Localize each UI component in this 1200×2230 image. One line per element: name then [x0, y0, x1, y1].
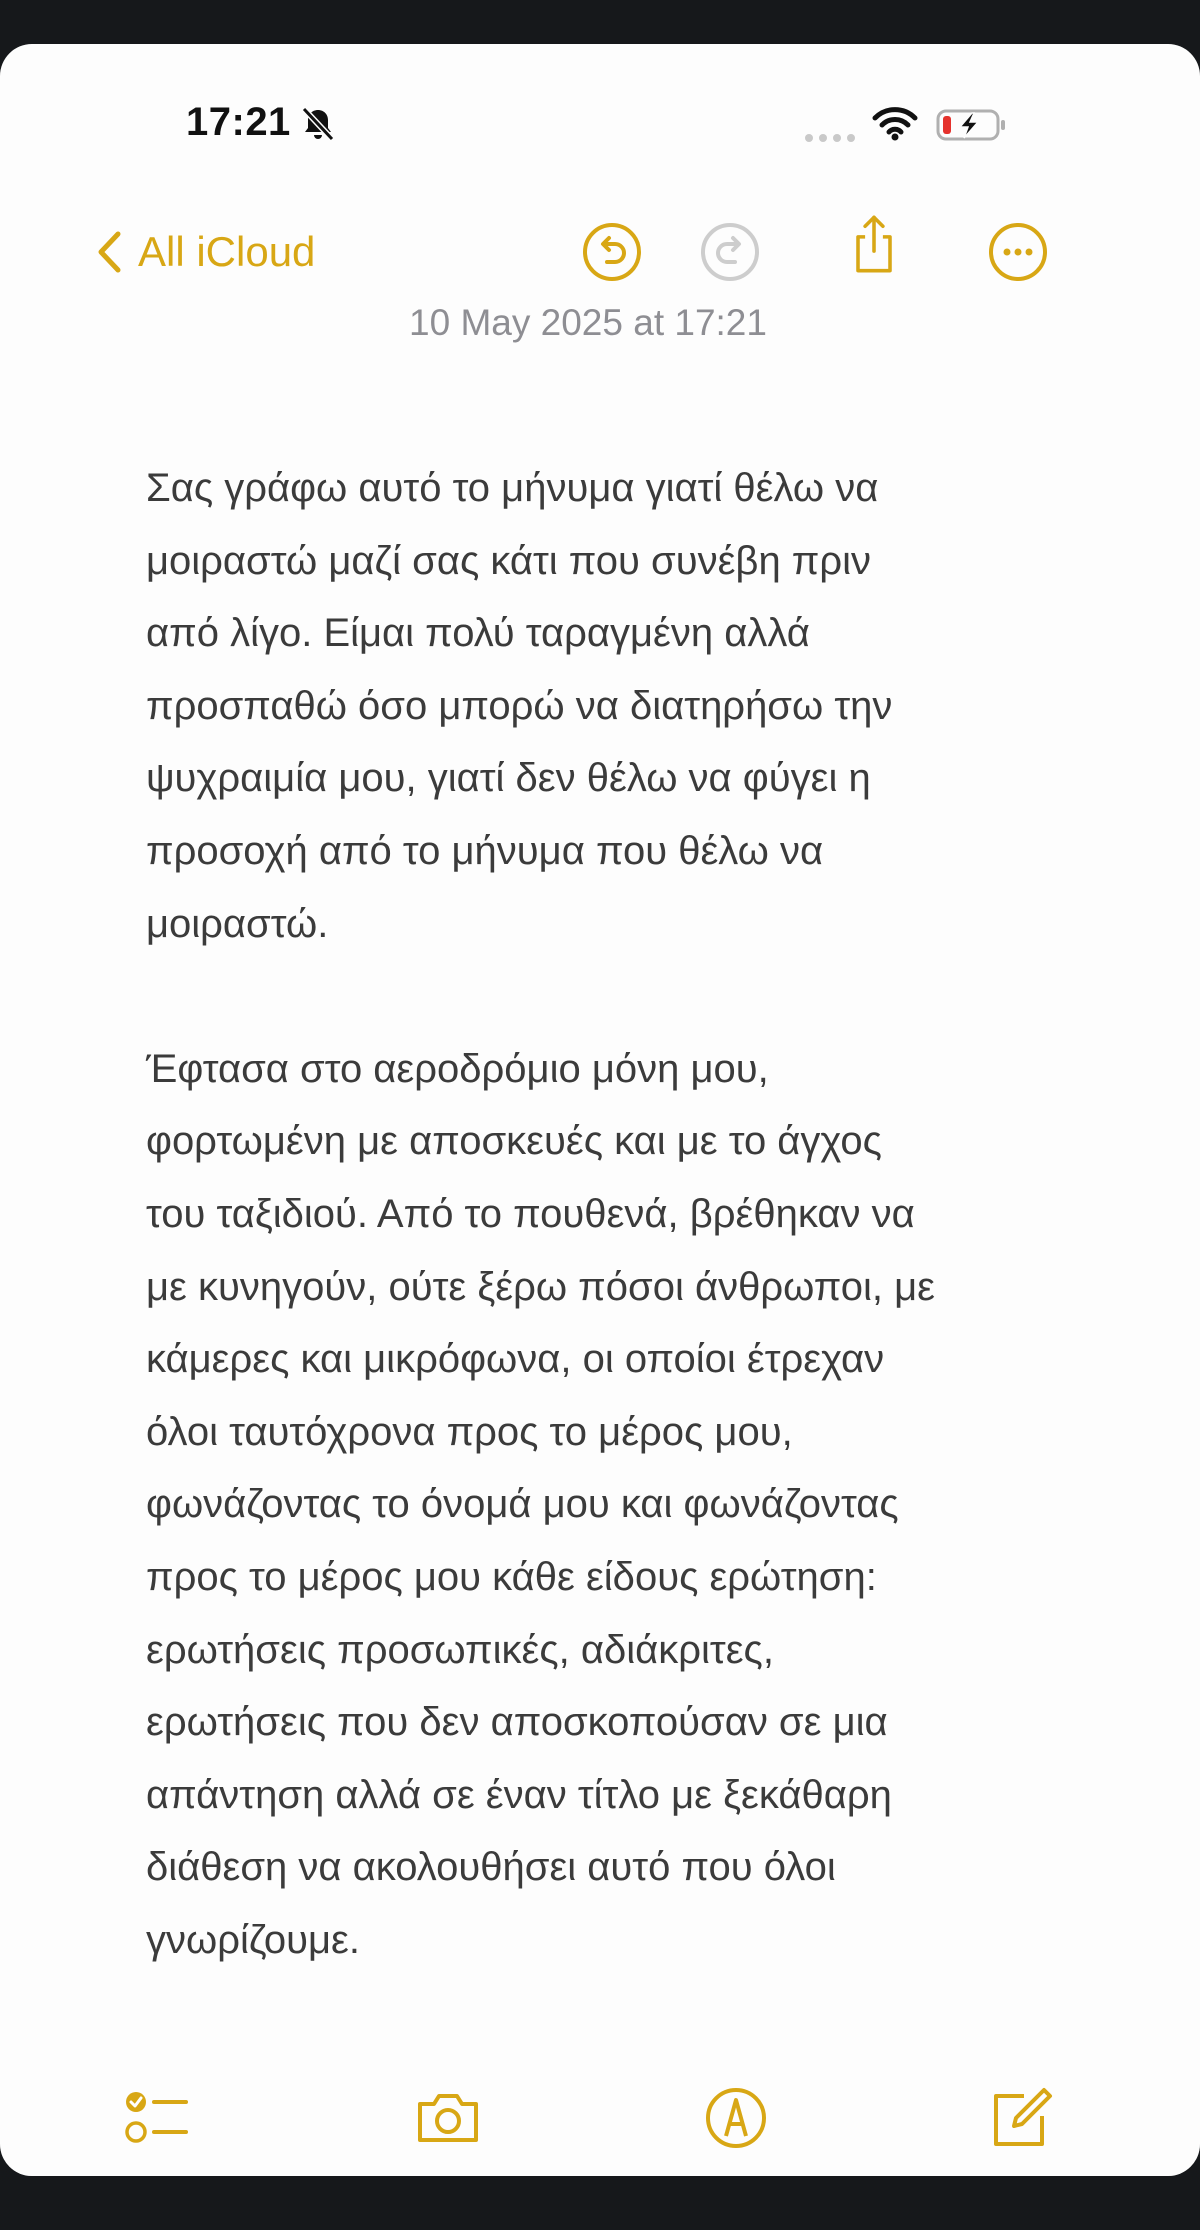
- note-body[interactable]: [146, 452, 1046, 1976]
- note-line: του ταξιδιού. Από το πουθενά, βρέθηκαν να: [146, 1191, 915, 1236]
- battery-charging-icon: [936, 108, 1008, 142]
- note-line: ερωτήσεις προσωπικές, αδιάκριτες,: [146, 1627, 774, 1672]
- markup-icon[interactable]: [700, 2082, 772, 2154]
- note-line: φωνάζοντας το όνομά μου και φωνάζοντας: [146, 1482, 899, 1527]
- cellular-signal-icon: [804, 132, 856, 144]
- note-line: μοιραστώ.: [146, 901, 329, 946]
- back-button-label: All iCloud: [138, 228, 316, 275]
- note-line: προς το μέρος μου κάθε είδους ερώτηση:: [146, 1554, 877, 1599]
- chevron-left-icon: [96, 230, 122, 274]
- camera-icon[interactable]: [412, 2082, 484, 2154]
- note-line: κάμερες και μικρόφωνα, οι οποίοι έτρεχαν: [146, 1337, 885, 1382]
- bell-slash-icon: [300, 106, 336, 142]
- note-navigation-bar: [0, 214, 1200, 294]
- status-time: 17:21: [186, 100, 291, 144]
- note-line: απάντηση αλλά σε έναν τίτλο με ξεκάθαρη: [146, 1772, 892, 1817]
- note-line: διάθεση να ακολουθήσει αυτό που όλοι: [146, 1845, 836, 1890]
- note-line: προσοχή από το μήνυμα που θέλω να: [146, 828, 824, 873]
- note-line: μοιραστώ μαζί σας κάτι που συνέβη πριν: [146, 538, 872, 583]
- checklist-icon[interactable]: [120, 2082, 192, 2154]
- note-line: προσπαθώ όσο μπορώ να διατηρήσω την: [146, 683, 893, 728]
- share-icon[interactable]: [842, 212, 906, 276]
- note-date: 10 May 2025 at 17:21: [409, 302, 767, 343]
- note-line: Σας γράφω αυτό το μήνυμα γιατί θέλω να: [146, 466, 879, 510]
- back-button[interactable]: [96, 220, 315, 284]
- note-line: φορτωμένη με αποσκευές και με το άγχος: [146, 1119, 882, 1164]
- undo-icon[interactable]: [580, 220, 644, 284]
- compose-icon[interactable]: [984, 2082, 1056, 2154]
- note-line: γνωρίζουμε.: [146, 1917, 360, 1962]
- redo-icon[interactable]: [698, 220, 762, 284]
- bottom-toolbar: [0, 2060, 1200, 2176]
- note-line: με κυνηγούν, ούτε ξέρω πόσοι άνθρωποι, με: [146, 1264, 936, 1309]
- note-line: όλοι ταυτόχρονα προς το μέρος μου,: [146, 1409, 793, 1454]
- note-line: ψυχραιμία μου, γιατί δεν θέλω να φύγει η: [146, 756, 871, 801]
- note-line: από λίγο. Είμαι πολύ ταραγμένη αλλά: [146, 611, 810, 656]
- note-line: ερωτήσεις που δεν αποσκοπούσαν σε μια: [146, 1700, 888, 1745]
- note-line: Έφτασα στο αεροδρόμιο μόνη μου,: [146, 1046, 769, 1091]
- note-paragraph: [146, 452, 1046, 960]
- wifi-icon: [872, 106, 918, 142]
- note-paragraph: [146, 1033, 1046, 1977]
- more-icon[interactable]: [986, 220, 1050, 284]
- status-bar: [0, 44, 1200, 164]
- notes-screen: [0, 44, 1200, 2176]
